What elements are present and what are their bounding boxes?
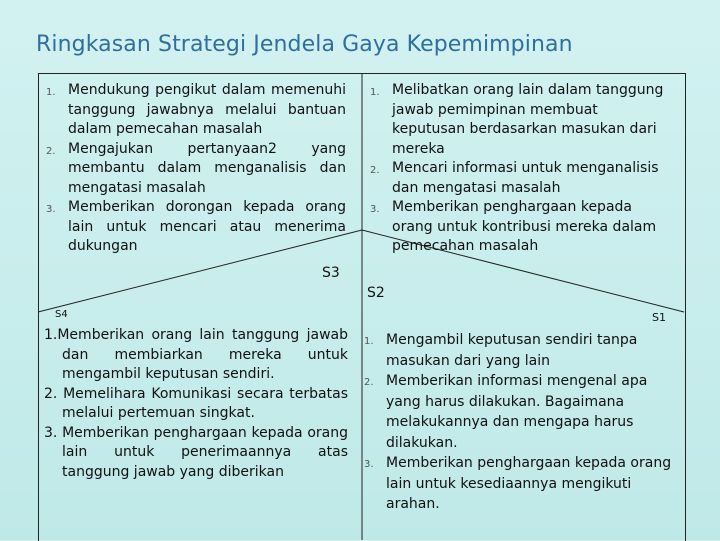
list-text: Mendukung pengikut dalam memenuhi tanggung jawabnya melalui bantuan dalam pemecahan masalah bbox=[68, 82, 346, 137]
list-number: 2. bbox=[370, 165, 380, 176]
quadrant-s1 bbox=[358, 330, 676, 515]
slide-title: Ringkasan Strategi Jendela Gaya Kepemimpinan bbox=[36, 32, 573, 57]
list-item bbox=[364, 159, 666, 198]
quadrant-s3 bbox=[40, 81, 346, 257]
list-item bbox=[44, 424, 348, 483]
list-number: 3. bbox=[370, 204, 380, 215]
quadrant-label-s4: S4 bbox=[55, 309, 68, 320]
list-text: 2. Memelihara Komunikasi secara terbatas melalui pertemuan singkat. bbox=[44, 385, 348, 421]
list-number: 1. bbox=[364, 336, 374, 347]
quadrant-label-s1: S1 bbox=[652, 311, 666, 324]
list-text: Memberikan dorongan kepada orang lain untuk mencari atau menerima dukungan bbox=[68, 199, 346, 254]
s4-list bbox=[44, 326, 348, 482]
list-text: Mengambil keputusan sendiri tanpa masukan dari yang lain bbox=[386, 332, 638, 369]
list-text: 3. Memberikan penghargaan kepada orang lain untuk penerimaannya atas tanggung jawab yang diberikan bbox=[44, 424, 348, 480]
list-number: 3. bbox=[46, 204, 56, 215]
list-item bbox=[40, 81, 346, 140]
list-text: Memberikan informasi mengenal apa yang harus dilakukan. Bagaimana melakukannya dan mengapa harus dilakukan. bbox=[386, 373, 648, 451]
list-number: 1. bbox=[46, 87, 56, 98]
s1-list bbox=[358, 330, 676, 515]
list-item bbox=[358, 371, 676, 453]
quadrant-label-s3: S3 bbox=[322, 265, 340, 281]
quadrant-label-s2: S2 bbox=[367, 285, 385, 301]
list-number: 1. bbox=[370, 87, 380, 98]
list-text: Memberikan penghargaan kepada orang lain untuk kesediaannya mengikuti arahan. bbox=[386, 455, 672, 512]
list-item bbox=[364, 81, 666, 159]
quadrant-s4 bbox=[44, 326, 348, 482]
list-item bbox=[44, 385, 348, 424]
list-text: Memberikan penghargaan kepada orang untuk kontribusi mereka dalam pemecahan masalah bbox=[392, 199, 657, 254]
list-item bbox=[40, 140, 346, 199]
list-number: 3. bbox=[364, 459, 374, 470]
list-text: Mengajukan pertanyaan2 yang membantu dalam menganalisis dan mengatasi masalah bbox=[68, 140, 346, 196]
quadrant-s2 bbox=[364, 81, 666, 257]
list-item bbox=[358, 453, 676, 515]
s3-list bbox=[40, 81, 346, 257]
list-item bbox=[364, 198, 666, 257]
list-item bbox=[40, 198, 346, 257]
list-number: 2. bbox=[364, 377, 374, 388]
list-text: Melibatkan orang lain dalam tanggung jawab pemimpinan membuat keputusan berdasarkan masukan dari mereka bbox=[392, 82, 664, 157]
list-number: 2. bbox=[46, 145, 56, 157]
s2-list bbox=[364, 81, 666, 257]
list-item bbox=[44, 326, 348, 385]
list-item bbox=[358, 330, 676, 371]
list-text: 1.Memberikan orang lain tanggung jawab dan membiarkan mereka untuk mengambil keputusan sendiri. bbox=[44, 327, 348, 382]
list-text: Mencari informasi untuk menganalisis dan mengatasi masalah bbox=[392, 160, 659, 196]
